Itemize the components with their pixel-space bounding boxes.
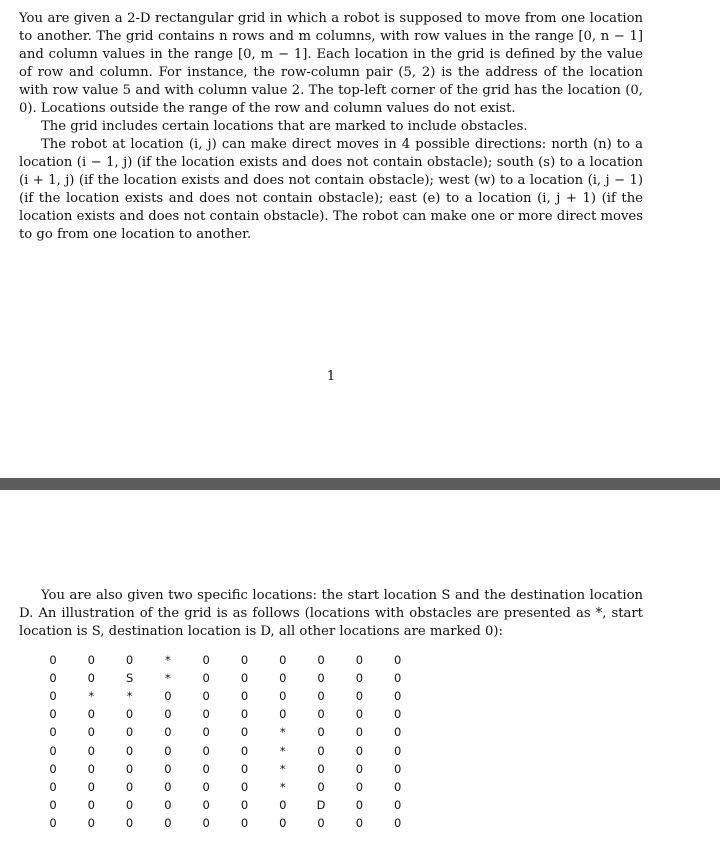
grid-cell: 0 bbox=[49, 779, 57, 794]
grid-cell: 0 bbox=[164, 743, 172, 758]
grid-cell: 0 bbox=[394, 725, 402, 740]
grid-cell: D bbox=[316, 797, 326, 812]
grid-cell: * bbox=[88, 689, 95, 704]
grid-cell: 0 bbox=[87, 743, 95, 758]
grid-cell: 0 bbox=[202, 707, 210, 722]
paragraph-grid-definition: You are given a 2-D rectangular grid in which a robot is supposed to move from one location to another. The grid contains n rows and m columns, with row values in the range [0, n − 1] and column values in the range [0, m − 1]. Each location in the grid is defined by the value of row and column. For instance, the row-column pair (5, 2) is the address of the location with row value 5 and with column value 2. The top-left corner of the grid has the location (0, 0). Locations outside the range of the row and column values do not exist. bbox=[19, 11, 643, 116]
document-page-2 bbox=[0, 490, 720, 841]
grid-cell: 0 bbox=[164, 707, 172, 722]
grid-cell: 0 bbox=[87, 779, 95, 794]
grid-cell: 0 bbox=[87, 707, 95, 722]
grid-cell: 0 bbox=[317, 779, 325, 794]
grid-cell: 0 bbox=[49, 689, 57, 704]
grid-cell: 0 bbox=[202, 653, 210, 667]
grid-cell: * bbox=[279, 779, 286, 794]
grid-cell: 0 bbox=[240, 653, 249, 667]
grid-cell: 0 bbox=[355, 689, 364, 704]
grid-cell: 0 bbox=[202, 815, 210, 830]
grid-cell: 0 bbox=[49, 815, 57, 830]
grid-cell: 0 bbox=[87, 725, 95, 740]
grid-cell: 0 bbox=[49, 761, 57, 776]
grid-cell: * bbox=[165, 671, 171, 686]
grid-cell: 0 bbox=[49, 725, 57, 740]
grid-cell: 0 bbox=[355, 815, 364, 830]
grid-cell: 0 bbox=[202, 671, 210, 686]
grid-cell: 0 bbox=[355, 779, 364, 794]
page-number: 1 bbox=[326, 369, 336, 384]
grid-cell: 0 bbox=[394, 653, 402, 667]
grid-cell: * bbox=[279, 761, 286, 776]
grid-cell: 0 bbox=[125, 725, 134, 740]
grid-cell: 0 bbox=[240, 797, 249, 812]
grid-cell: 0 bbox=[317, 815, 325, 830]
grid-cell: 0 bbox=[317, 671, 325, 686]
grid-cell: 0 bbox=[164, 779, 172, 794]
grid-cell: 0 bbox=[125, 743, 134, 758]
grid-cell: * bbox=[279, 725, 286, 740]
grid-cell: 0 bbox=[355, 707, 364, 722]
grid-cell: 0 bbox=[125, 653, 134, 667]
grid-cell: 0 bbox=[394, 797, 402, 812]
grid-cell: 0 bbox=[317, 761, 325, 776]
grid-cell: 0 bbox=[87, 797, 95, 812]
grid-cell: 0 bbox=[87, 815, 95, 830]
grid-cell: 0 bbox=[164, 725, 172, 740]
grid-cell: 0 bbox=[279, 653, 287, 667]
grid-cell: 0 bbox=[394, 707, 402, 722]
grid-cell: 0 bbox=[240, 707, 249, 722]
grid-cell: 0 bbox=[355, 743, 364, 758]
grid-cell: 0 bbox=[164, 815, 172, 830]
grid-cell: 0 bbox=[394, 671, 402, 686]
grid-cell: * bbox=[126, 689, 133, 704]
grid-cell: 0 bbox=[49, 707, 57, 722]
grid-cell: 0 bbox=[279, 815, 287, 830]
grid-cell: 0 bbox=[125, 779, 134, 794]
grid-cell: 0 bbox=[355, 653, 364, 667]
grid-cell: 0 bbox=[394, 761, 402, 776]
grid-cell: 0 bbox=[394, 779, 402, 794]
grid-cell: 0 bbox=[240, 779, 249, 794]
grid-cell: 0 bbox=[279, 797, 287, 812]
grid-cell: 0 bbox=[164, 689, 172, 704]
grid-cell: 0 bbox=[240, 725, 249, 740]
grid-cell: 0 bbox=[125, 707, 134, 722]
grid-cell: 0 bbox=[317, 707, 325, 722]
page-divider bbox=[0, 478, 720, 490]
grid-cell: 0 bbox=[125, 815, 134, 830]
paragraph-robot-moves: The robot at location (i, j) can make direct moves in 4 possible directions: north (n) to a location (i − 1, j) (if the location exists and does not contain obstacle); south (s) to a location (i + 1, j) (if the location exists and does not contain obstacle); west (w) to a location (i, j − 1) (if the location exists and does not contain obstacle); east (e) to a location (i, j + 1) (if the location exists and does not contain obstacle). The robot can make one or more direct moves to go from one location to another. bbox=[19, 137, 643, 242]
grid-cell: 0 bbox=[279, 689, 287, 704]
grid-cell: 0 bbox=[240, 761, 249, 776]
paragraph-obstacles: The grid includes certain locations that are marked to include obstacles. bbox=[41, 119, 528, 134]
grid-cell: 0 bbox=[394, 815, 402, 830]
grid-cell: 0 bbox=[202, 761, 210, 776]
grid-cell: 0 bbox=[317, 653, 325, 667]
grid-cell: 0 bbox=[87, 671, 95, 686]
grid-cell: 0 bbox=[394, 743, 402, 758]
grid-cell: 0 bbox=[317, 689, 325, 704]
grid-cell: 0 bbox=[87, 761, 95, 776]
grid-cell: 0 bbox=[240, 689, 249, 704]
grid-cell: 0 bbox=[279, 671, 287, 686]
grid-cell: 0 bbox=[202, 689, 210, 704]
grid-cell: 0 bbox=[202, 779, 210, 794]
grid-cell: 0 bbox=[355, 797, 364, 812]
grid-cell: 0 bbox=[49, 797, 57, 812]
grid-cell: * bbox=[279, 743, 286, 758]
grid-cell: 0 bbox=[240, 743, 249, 758]
grid-cell: 0 bbox=[355, 671, 364, 686]
grid-cell: 0 bbox=[202, 725, 210, 740]
grid-cell: 0 bbox=[164, 761, 172, 776]
grid-cell: 0 bbox=[240, 815, 249, 830]
grid-cell: 0 bbox=[49, 653, 57, 667]
grid-cell: 0 bbox=[87, 653, 95, 667]
grid-cell: 0 bbox=[202, 797, 210, 812]
paragraph-start-destination: You are also given two specific locations: the start location S and the destination location D. An illustration of the grid is as follows (locations with obstacles are presented as *, start location is S, destination location is D, all other locations are marked 0): bbox=[19, 588, 643, 639]
grid-cell: * bbox=[165, 653, 171, 667]
grid-cell: 0 bbox=[355, 725, 364, 740]
grid-cell: 0 bbox=[202, 743, 210, 758]
grid-cell: 0 bbox=[355, 761, 364, 776]
grid-cell: S bbox=[125, 671, 134, 686]
grid-cell: 0 bbox=[49, 743, 57, 758]
grid-cell: 0 bbox=[164, 797, 172, 812]
grid-cell: 0 bbox=[317, 725, 325, 740]
grid-cell: 0 bbox=[317, 743, 325, 758]
grid-cell: 0 bbox=[279, 707, 287, 722]
grid-cell: 0 bbox=[125, 761, 134, 776]
grid-cell: 0 bbox=[240, 671, 249, 686]
grid-cell: 0 bbox=[49, 671, 57, 686]
grid-cell: 0 bbox=[394, 689, 402, 704]
grid-cell: 0 bbox=[125, 797, 134, 812]
